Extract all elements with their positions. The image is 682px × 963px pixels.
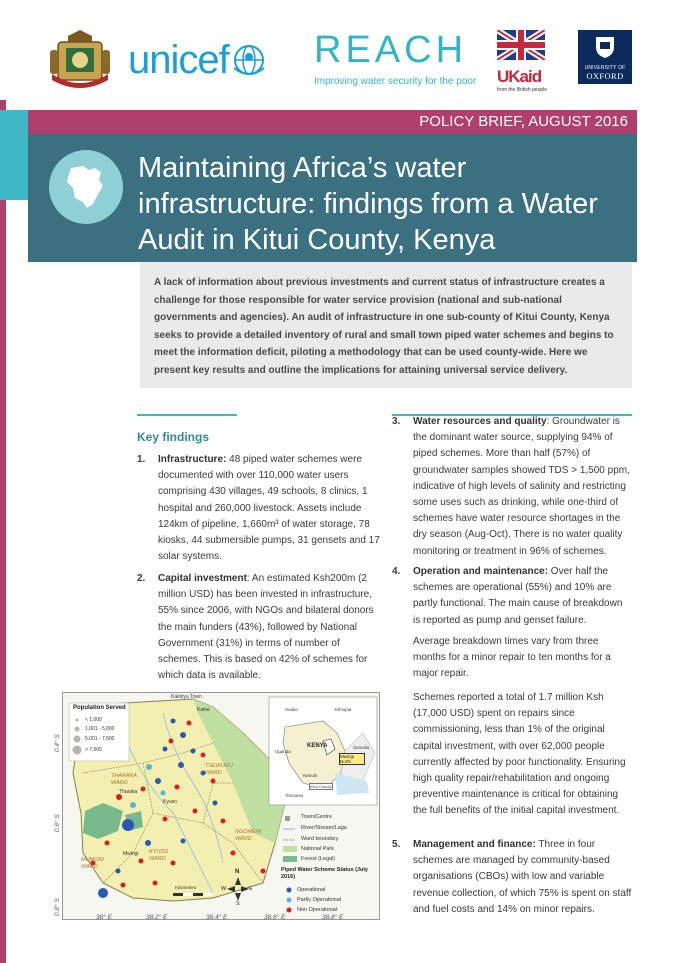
unicef-wordmark: unicef bbox=[128, 37, 229, 82]
ukaid-wordmark: UKaid bbox=[497, 67, 542, 86]
oxford-logo bbox=[578, 30, 632, 84]
map-legend-item: River/Stream/Laga bbox=[301, 825, 347, 831]
status-legend-item: Operational bbox=[297, 887, 326, 893]
inset-label: Uganda bbox=[275, 749, 291, 754]
map-legend-item: National Park bbox=[301, 846, 335, 852]
ward-label: MUMONI WARD bbox=[81, 857, 104, 870]
population-class: < 1,000 bbox=[85, 717, 102, 723]
status-legend-item: Non Operational bbox=[297, 907, 338, 913]
population-class: > 7,500 bbox=[85, 747, 102, 753]
map-legend-item: Town/Centre bbox=[301, 814, 332, 820]
map-legend-item: Ward boundary bbox=[301, 836, 339, 842]
finding-heading: Infrastructure: bbox=[158, 454, 227, 465]
policy-brief-label: POLICY BRIEF, AUGUST 2016 bbox=[419, 113, 628, 130]
finding-text: Over half the schemes are operational (55%) and 10% are partly functional. The main cause of breakdown is reported as pump and genset failure. bbox=[413, 566, 623, 626]
breakdown-paragraph: Average breakdown times vary from three months for a minor repair to ten months for a major repair. bbox=[413, 636, 611, 680]
compass-label: E bbox=[249, 886, 253, 892]
kenya-map-icon bbox=[49, 150, 123, 224]
kenya-county-crest-logo bbox=[48, 30, 112, 92]
town-label: Kakiriyu Town bbox=[171, 694, 202, 700]
oxford-subtitle: UNIVERSITY OF bbox=[584, 65, 626, 71]
population-legend-title: Population Served bbox=[73, 705, 126, 711]
water-scheme-map bbox=[62, 692, 380, 920]
finding-text: : Groundwater is the dominant water source, supplying 94% of piped schemes. More than half (57%) of groundwater samples showed TDS > 1,500 ppm, indicative of high levels of salinity and restricting some uses such as drinking, while one-third of schemes have water resource shortages in the dry season (Aug-Oct). There is no water quality monitoring or treatment in 96% of schemes. bbox=[413, 416, 630, 557]
map-y-tick: 0.8° S bbox=[54, 898, 61, 916]
inset-label: Ethiopia bbox=[335, 707, 352, 712]
ward-label: THARAKA WARD bbox=[111, 773, 137, 786]
inset-label: Sudan bbox=[285, 707, 299, 712]
repairs-paragraph: Schemes reported a total of 1.7 million Ksh (17,000 USD) spent on repairs since commissioning, less than 1% of the original capital investment, with over 62,000 people currently affected by poor functionality. Ensuring high quality repair/rehabilitation and ongoing preventive maintenance is critical for obtaining the full benefits of the initial capital investment. bbox=[413, 692, 626, 817]
map-x-tick: 38.8° E bbox=[322, 914, 344, 921]
unicef-globe-icon bbox=[231, 42, 267, 78]
map-x-tick: 38.2° E bbox=[146, 914, 168, 921]
intro-box bbox=[140, 262, 632, 388]
town-label: Tharaka bbox=[119, 789, 138, 795]
inset-label: Nairobi bbox=[303, 773, 318, 778]
policy-brief-banner bbox=[28, 110, 637, 134]
inset-label: Somalia bbox=[353, 745, 370, 750]
population-class: 5,001 - 7,500 bbox=[85, 736, 115, 742]
oxford-crest-icon bbox=[594, 35, 616, 59]
map-x-tick: 38.4° E bbox=[206, 914, 228, 921]
town-label: Katse bbox=[197, 707, 210, 713]
reach-tagline: Improving water security for the poor bbox=[314, 76, 477, 87]
inset-label: Mwingi North bbox=[339, 753, 365, 765]
finding-heading: Capital investment bbox=[158, 573, 247, 584]
finding-number: 2. bbox=[137, 573, 146, 584]
finding-body bbox=[413, 837, 632, 918]
ukaid-subtitle: from the British people bbox=[497, 87, 548, 93]
union-flag-icon bbox=[497, 30, 545, 60]
finding-body bbox=[413, 414, 632, 560]
oxford-wordmark: OXFORD bbox=[586, 71, 624, 81]
compass-label: W bbox=[221, 886, 227, 892]
finding-text: Three in four schemes are managed by community-based organisations (CBOs) with low and variable revenue collection, of which 75% is spent on staff and fuel costs and 14% on minor repairs. bbox=[413, 839, 632, 915]
finding-heading: Water resources and quality bbox=[413, 416, 547, 427]
finding-number: 3. bbox=[392, 416, 401, 427]
finding-heading: Operation and maintenance: bbox=[413, 566, 549, 577]
finding-body bbox=[413, 564, 632, 629]
town-label: Mwingi bbox=[123, 851, 139, 857]
title-banner bbox=[28, 134, 637, 262]
finding-text: 48 piped water schemes were documented with over 110,000 water users comprising 430 villages, 49 schools, 8 clinics, 1 hospital and 260,000 livestock. Assets include 124km of pipeline, 1,660m³ of water storage, 78 kiosks, 44 submersible pumps, 31 gensets and 17 solar systems. bbox=[158, 454, 380, 563]
reach-logo bbox=[314, 29, 477, 87]
finding-body bbox=[158, 571, 380, 684]
ukaid-logo bbox=[497, 30, 549, 93]
status-legend-title: Piped Water Scheme Status (July 2016) bbox=[281, 867, 368, 880]
compass-label: S bbox=[236, 901, 240, 907]
finding-body bbox=[158, 452, 380, 565]
finding-number: 5. bbox=[392, 839, 401, 850]
logo-strip bbox=[0, 0, 682, 100]
finding-text: : An estimated Ksh200m (2 million USD) has been invested in infrastructure, 55% since 2006, with NGOs and bilateral donors the main funders (43%), followed by National Government (31%) in terms of number of schemes. This is based on 42% of schemes for which data is available. bbox=[158, 573, 374, 682]
map-x-tick: 38.6° E bbox=[264, 914, 286, 921]
status-legend-item: Partly Operational bbox=[297, 897, 342, 903]
unicef-logo bbox=[128, 38, 267, 82]
intro-text: A lack of information about previous investments and current status of infrastructure creates a challenge for those responsible for water service provision (national and sub-national governments and agencies). An audit of infrastructure in one sub-county of Kitui County, Kenya seeks to provide a detailed inventory of rural and small town piped water schemes and begins to meet the information deficit, piloting a methodology that can be used county-wide. Here we present key results and outline the implications for attaining universal service delivery. bbox=[154, 277, 614, 376]
population-class: 1,001 - 5,000 bbox=[85, 726, 115, 732]
ward-label: TSEIKURU WARD bbox=[205, 763, 233, 776]
key-findings-heading: Key findings bbox=[137, 430, 210, 444]
scale-label: Kilometers bbox=[175, 885, 197, 890]
map-y-tick: 0.6° S bbox=[54, 814, 61, 832]
inset-label: KENYA bbox=[307, 743, 328, 749]
map-y-tick: 0.4° S bbox=[54, 734, 61, 752]
ward-label: NGOMENI WARD bbox=[235, 829, 262, 842]
ward-label: KYUSO WARD bbox=[149, 849, 169, 862]
north-arrow-label: N bbox=[235, 869, 240, 875]
finding-number: 1. bbox=[137, 454, 146, 465]
teal-tab-accent bbox=[0, 110, 28, 200]
reach-wordmark: REACH bbox=[314, 29, 468, 71]
town-label: Kyuso bbox=[163, 799, 177, 805]
inset-label: Kitui County bbox=[310, 784, 332, 789]
page-title: Maintaining Africa’s water infrastructure: findings from a Water Audit in Kitui County, Kenya bbox=[138, 152, 598, 256]
map-x-tick: 38° E bbox=[96, 914, 112, 921]
left-column-divider bbox=[137, 414, 237, 416]
finding-heading: Management and finance: bbox=[413, 839, 536, 850]
map-legend-item: Forest (Legal) bbox=[301, 856, 336, 862]
left-accent-bar bbox=[0, 100, 6, 963]
finding-number: 4. bbox=[392, 566, 401, 577]
inset-label: Tanzania bbox=[285, 793, 304, 798]
